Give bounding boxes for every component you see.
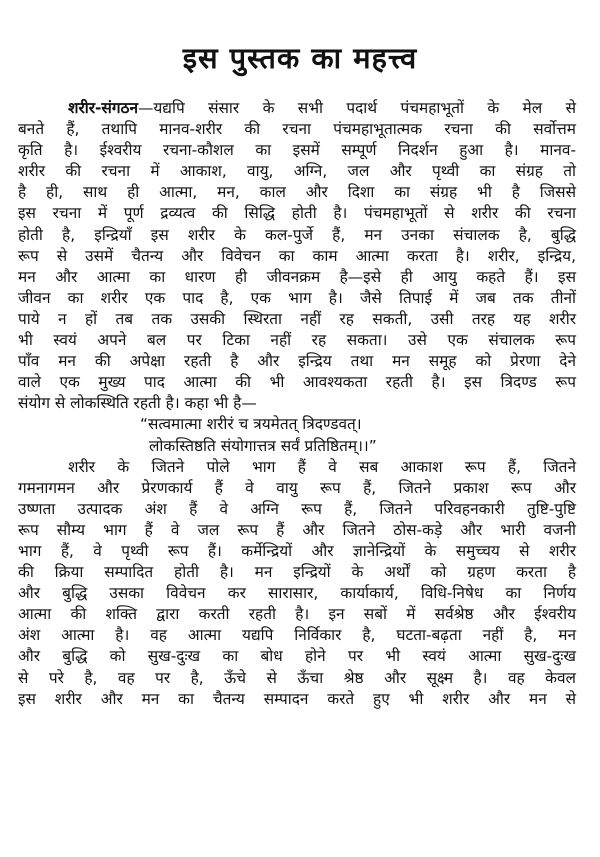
paragraph-line-text: —यद्यपि संसार के सभी पदार्थ पंचमहाभूतों के मेल से [137,99,576,117]
paragraph-line: से परे है, वह पर है, ऊँचे से ऊँचा श्रेष्ठ और सूक्ष्म है। वह केवल [18,668,576,687]
paragraph-line: इस शरीर और मन का चैतन्य सम्पादन करते हुए भी शरीर और मन से [18,689,576,708]
paragraph-line [18,98,576,119]
paragraph-line: शरीर के जितने पोले भाग हैं वे सब आकाश रूप हैं, जितने [68,457,576,476]
paragraph-line: मन और आत्मा का धारण ही जीवनक्रम है—इसे ही आयु कहते हैं। इस [18,267,576,286]
paragraph-line: आत्मा की शक्ति द्वारा करती रहती है। इन सबों में सर्वश्रेष्ठ और ईश्वरीय [18,605,576,624]
verse-line-1: “सत्वमात्मा शरीरं च त्रयमेतत् त्रिदण्डवत्। [140,415,362,434]
page-title: इस पुस्तक का महत्त्व [182,41,418,75]
paragraph-line: बनते हैं, तथापि मानव-शरीर की रचना पंचमहाभूतात्मक रचना की सर्वोत्तम [18,120,576,139]
paragraph-line: और बुद्धि को सुख-दुःख का बोध होने पर भी स्वयं आत्मा सुख-दुःख [18,647,576,666]
paragraph-line: जीवन का शरीर एक पाद है, एक भाग है। जैसे तिपाई में जब तक तीनों [18,288,576,307]
paragraph-line: अंश आत्मा है। वह आत्मा यद्यपि निर्विकार है, घटता-बढ़ता नहीं है, मन [18,626,576,645]
paragraph-line: और बुद्धि उसका विवेचन कर सारासार, कार्याकार्य, विधि-निषेध का निर्णय [18,584,576,603]
paragraph-line: भाग हैं, वे पृथ्वी रूप हैं। कर्मेन्द्रियों और ज्ञानेन्द्रियों के समुच्चय से शरीर [18,541,576,560]
paragraph-line: संयोग से लोकस्थिति रहती है। कहा भी है— [18,394,257,413]
paragraph-line: इस रचना में पूर्ण द्रव्यत्व की सिद्धि होती है। पंचमहाभूतों से शरीर की रचना [18,204,576,223]
paragraph-line: होती है, इन्द्रियाँ इस शरीर के कल-पुर्जे हैं, मन उनका संचालक है, बुद्धि [18,225,576,244]
paragraph-line: पाँव मन की अपेक्षा रहती है और इन्द्रिय तथा मन समूह को प्रेरणा देने [18,352,576,371]
paragraph-line: उष्णता उत्पादक अंश हैं वे अग्नि रूप हैं, जितने परिवहनकारी तुष्टि-पुष्टि [18,499,576,518]
paragraph-line: शरीर की रचना में आकाश, वायु, अग्नि, जल और पृथ्वी का संग्रह तो [18,162,576,181]
section-heading: शरीर-संगठन [68,99,138,117]
paragraph-line: है ही, साथ ही आत्मा, मन, काल और दिशा का संग्रह भी है जिससे [18,183,576,202]
paragraph-line: रूप सौम्य भाग हैं वे जल रूप हैं और जितने ठोस-कड़े और भारी वजनी [18,520,576,539]
body-text [18,98,576,710]
paragraph-line: भी स्वयं अपने बल पर टिका नहीं रह सकता। उसे एक संचालक रूप [18,331,576,350]
paragraph-line: कृति है। ईश्वरीय रचना-कौशल का इसमें सम्पूर्ण निदर्शन हुआ है। मानव- [18,141,576,160]
paragraph-line: की क्रिया सम्पादित होती है। मन इन्द्रियों के अर्थों को ग्रहण करता है [18,563,576,582]
paragraph-line: पाये न हों तब तक उसकी स्थिरता नहीं रह सकती, उसी तरह यह शरीर [18,309,576,328]
paragraph-line: रूप से उसमें चैतन्य और विवेचन का काम आत्मा करता है। शरीर, इन्द्रिय, [18,246,576,265]
paragraph-line: वाले एक मुख्य पाद आत्मा की भी आवश्यकता रहती है। इस त्रिदण्ड रूप [18,373,576,392]
paragraph-line: गमनागमन और प्रेरणकार्य हैं वे वायु रूप हैं, जितने प्रकाश रूप और [18,478,576,497]
verse-line-2: लोकस्तिष्ठति संयोगात्तत्र सर्वं प्रतिष्ठितम्।।” [149,436,377,455]
